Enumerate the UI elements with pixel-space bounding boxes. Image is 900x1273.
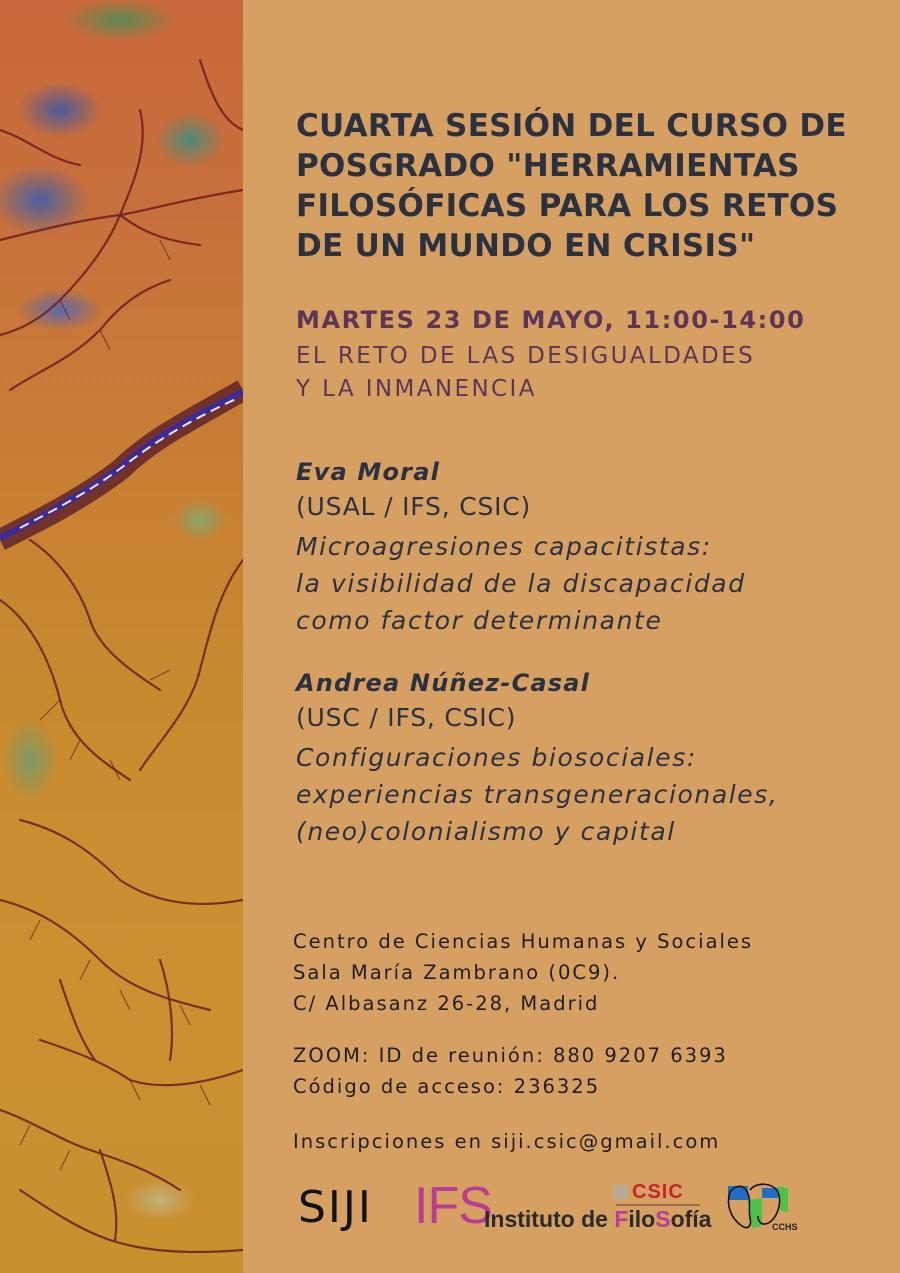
venue-line: Sala María Zambrano (0C9). [293, 961, 621, 984]
zoom-access-code: Código de acceso: 236325 [293, 1075, 601, 1098]
talk-line: como factor determinante [296, 606, 663, 635]
csic-wordmark: CSIC [632, 1181, 684, 1203]
ifs-logo: IFS [414, 1177, 492, 1235]
registration-email[interactable]: Inscripciones en siji.csic@gmail.com [293, 1130, 721, 1153]
talk-title [296, 528, 746, 639]
csic-subtitle-line [616, 1204, 700, 1206]
speaker-affiliation: (USC / IFS, CSIC) [296, 703, 517, 732]
talk-line: Microagresiones capacitistas: [296, 532, 712, 561]
csic-emblem-icon [614, 1185, 628, 1199]
instituto-filosofia-logo [484, 1206, 711, 1232]
speaker-affiliation: (USAL / IFS, CSIC) [296, 492, 532, 521]
event-title [296, 106, 847, 266]
siji-logo: SIJI [298, 1182, 373, 1233]
speaker-andrea-nunez-casal [296, 665, 778, 850]
event-date-time: MARTES 23 DE MAYO, 11:00-14:00 [296, 306, 806, 334]
logo-text: F [614, 1206, 629, 1232]
logo-text: S [655, 1206, 671, 1232]
venue-line: C/ Albasanz 26-28, Madrid [293, 992, 600, 1015]
session-topic [296, 340, 755, 406]
talk-title [296, 739, 778, 850]
speaker-name: Andrea Núñez-Casal [296, 669, 591, 697]
satellite-image-strip [0, 0, 243, 1273]
speaker-name: Eva Moral [296, 458, 441, 486]
talk-line: (neo)colonialismo y capital [296, 817, 676, 846]
venue-line: Centro de Ciencias Humanas y Sociales [293, 930, 754, 953]
title-line: DE UN MUNDO EN CRISIS" [296, 228, 756, 264]
talk-line: experiencias transgeneracionales, [296, 780, 779, 809]
cchs-label: CCHS [772, 1222, 798, 1232]
zoom-details [293, 1040, 728, 1102]
talk-line: Configuraciones biosociales: [296, 743, 697, 772]
title-line: FILOSÓFICAS PARA LOS RETOS [296, 188, 839, 224]
zoom-meeting-id: ZOOM: ID de reunión: 880 9207 6393 [293, 1044, 728, 1067]
title-line: CUARTA SESIÓN DEL CURSO DE [296, 108, 847, 144]
title-line: POSGRADO "HERRAMIENTAS [296, 148, 800, 184]
logo-text: ilo [628, 1206, 656, 1232]
topic-line: EL RETO DE LAS DESIGUALDADES [296, 343, 756, 369]
logos-row [296, 1177, 856, 1240]
topic-line: Y LA INMANENCIA [296, 376, 537, 402]
logo-text: Instituto de [484, 1206, 615, 1232]
speaker-eva-moral [296, 454, 746, 639]
river-network-illustration [0, 0, 243, 1273]
talk-line: la visibilidad de la discapacidad [296, 569, 746, 598]
venue-address [293, 926, 753, 1019]
registration-info [293, 1126, 720, 1157]
logo-text: ofía [670, 1206, 712, 1232]
